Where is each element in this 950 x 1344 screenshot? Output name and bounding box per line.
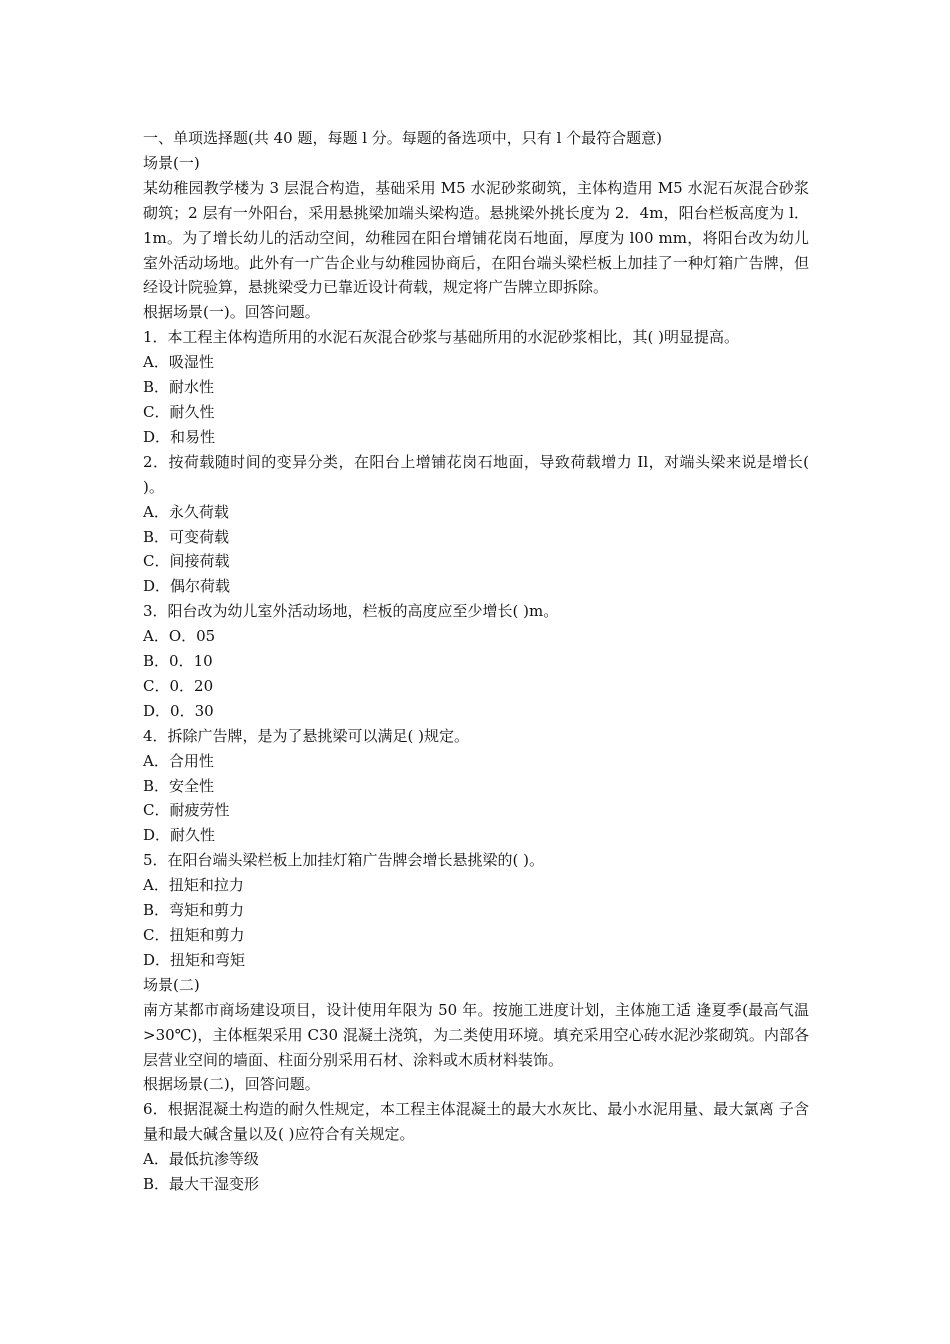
option-b: B．安全性 xyxy=(143,776,215,795)
option-b: B．0．10 xyxy=(143,652,213,671)
question-2: 2．按荷载随时间的变异分类，在阳台上增铺花岗石地面，导致荷载增力 Il，对端头梁来说是增长( )。 xyxy=(143,452,809,496)
option-a: A．吸湿性 xyxy=(143,353,214,372)
question-5: 5．在阳台端头梁栏板上加挂灯箱广告牌会增长悬挑梁的( )。 xyxy=(143,851,545,870)
scenario-prompt: 根据场景(一)。回答问题。 xyxy=(143,303,320,322)
option-d: D．0．30 xyxy=(143,701,214,720)
option-b: B．可变荷载 xyxy=(143,527,230,546)
option-d: D．耐久性 xyxy=(143,826,216,845)
question-3: 3．阳台改为幼儿室外活动场地，栏板的高度应至少增长( )m。 xyxy=(143,602,559,621)
option-d: D．和易性 xyxy=(143,427,216,446)
option-c: C．0．20 xyxy=(143,676,214,695)
scenario-paragraph: 南方某都市商场建设项目，设计使用年限为 50 年。按施工进度计划，主体施工适 逢夏季(最高气温>30℃)，主体框架采用 C30 混凝土浇筑，为二类使用环境。填充采用空心砖水泥沙浆砌筑。内部各层营业空间的墙面、柱面分别采用石材、涂料或木质材料装饰。 xyxy=(143,1000,809,1069)
scenario-paragraph: 某幼稚园教学楼为 3 层混合构造，基础采用 M5 水泥砂浆砌筑，主体构造用 M5 水泥石灰混合砂浆砌筑；2 层有一外阳台，采用悬挑梁加端头梁构造。悬挑梁外挑长度为 2．4m，阳台栏板高度为 l．1m。为了增长幼儿的活动空间，幼稚园在阳台增铺花岗石地面，厚度为 l00 mm，将阳台改为幼儿室外活动场地。此外有一广告企业与幼稚园协商后，在阳台端头梁栏板上加挂了一种灯箱广告牌，但经设计院验算，悬挑梁受力已靠近设计荷载，规定将广告牌立即拆除。 xyxy=(143,178,809,297)
option-d: D．扭矩和弯矩 xyxy=(143,950,246,969)
scenario-prompt: 根据场景(二)，回答问题。 xyxy=(143,1075,320,1094)
section-heading: 一、单项选择题(共 40 题，每题 l 分。每题的备选项中，只有 l 个最符合题意) xyxy=(143,129,662,147)
option-c: C．耐久性 xyxy=(143,402,215,421)
question-1: 1．本工程主体构造所用的水泥石灰混合砂浆与基础所用的水泥砂浆相比，其( )明显提高。 xyxy=(143,328,740,347)
option-a: A．合用性 xyxy=(143,751,214,770)
scenario-title: 场景(一) xyxy=(143,153,200,172)
option-c: C．间接荷载 xyxy=(143,552,230,571)
option-a: A．永久荷载 xyxy=(143,502,229,521)
question-6: 6．根据混凝土构造的耐久性规定，本工程主体混凝土的最大水灰比、最小水泥用量、最大氯离 子含量和最大碱含量以及( )应符合有关规定。 xyxy=(143,1100,809,1144)
option-b: B．耐水性 xyxy=(143,378,215,397)
option-b: B．弯矩和剪力 xyxy=(143,901,245,920)
option-a: A．O．05 xyxy=(143,627,216,646)
option-d: D．偶尔荷载 xyxy=(143,577,231,596)
question-4: 4．拆除广告牌，是为了悬挑梁可以满足( )规定。 xyxy=(143,726,470,745)
document-page xyxy=(143,126,809,1197)
option-a: A．最低抗渗等级 xyxy=(143,1150,259,1169)
option-c: C．耐疲劳性 xyxy=(143,801,230,820)
option-b: B．最大干湿变形 xyxy=(143,1175,260,1194)
option-c: C．扭矩和剪力 xyxy=(143,926,245,944)
scenario-title: 场景(二) xyxy=(143,975,200,994)
option-a: A．扭矩和拉力 xyxy=(143,876,244,895)
